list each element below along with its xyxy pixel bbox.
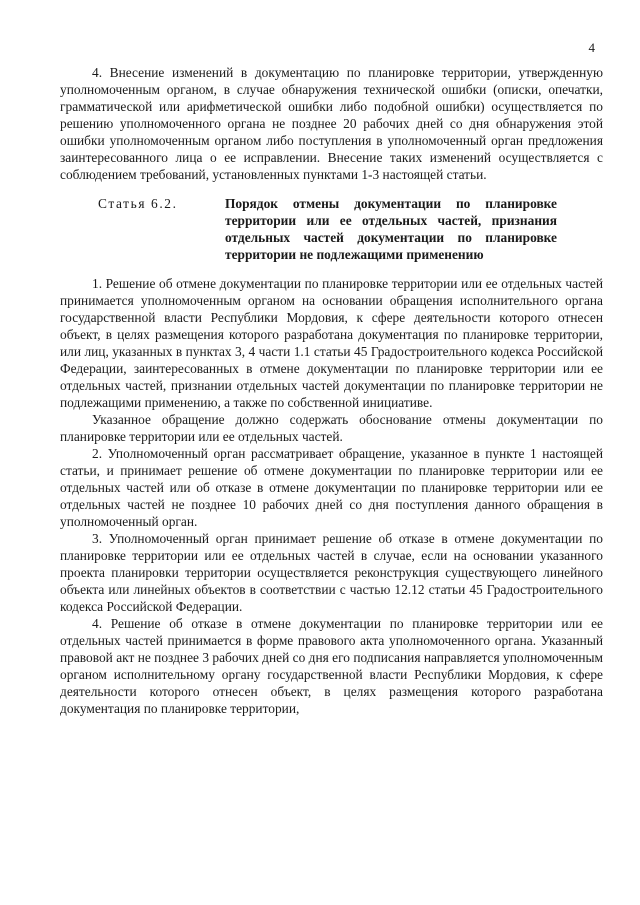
article-heading: [60, 195, 603, 263]
article-title: Порядок отмены документации по планировке территории или ее отдельных частей, признания отдельных частей документации по планировке территории не подлежащими применению: [225, 196, 557, 262]
intro-paragraph: 4. Внесение изменений в документацию по планировке территории, утвержденную уполномоченным органом, в случае обнаружения технической ошибки (описки, опечатки, грамматической или арифметической ошибки либо подобной ошибки) осуществляется по решению уполномоченного органа не позднее 20 рабочих дней со дня обнаружения этой ошибки уполномоченным органом либо поступления в уполномоченный орган предложения заинтересованного лица о ее исправлении. Внесение таких изменений осуществляется с соблюдением требований, установленных пунктами 1-3 настоящей статьи.: [60, 65, 603, 182]
article-label: Статья 6.2.: [98, 196, 178, 211]
page-number: 4: [588, 40, 595, 55]
paragraph-1: 1. Решение об отмене документации по планировке территории или ее отдельных частей принимается уполномоченным органом на основании обращения исполнительного органа государственной власти Республики Мордовия, к сфере деятельности которого отнесен объект, в целях размещения которого разработана документация по планировке территории, или лиц, указанных в пунктах 3, 4 части 1.1 статьи 45 Градостроительного кодекса Российской Федерации, заинтересованных в отмене документации по планировке территории или ее отдельных частей, признании отдельных частей документации по планировке территории не подлежащими применению, а также по собственной инициативе.: [60, 276, 603, 410]
paragraph-4: 4. Решение об отказе в отмене документации по планировке территории или ее отдельных частей принимается в форме правового акта уполномоченного органа. Указанный правовой акт не позднее 3 рабочих дней со дня его подписания направляется уполномоченным органом исполнительному органу государственной власти Республики Мордовия, к сфере деятельности которого отнесен объект, в целях размещения которого разработана документация по планировке территории,: [60, 616, 603, 716]
paragraph-1-note: Указанное обращение должно содержать обоснование отмены документации по планировке территории или ее отдельных частей.: [60, 412, 603, 444]
document-body: [60, 64, 603, 717]
paragraph-3: 3. Уполномоченный орган принимает решение об отказе в отмене документации по планировке территории или ее отдельных частей в случае, если на основании указанного проекта планировки территории осуществляется реконструкция существующего линейного объекта или линейных объектов в соответствии с частью 12.12 статьи 45 Градостроительного кодекса Российской Федерации.: [60, 531, 603, 614]
paragraph-2: 2. Уполномоченный орган рассматривает обращение, указанное в пункте 1 настоящей статьи, и принимает решение об отмене документации по планировке территории или ее отдельных частей или об отказе в отмене документации по планировке территории или ее отдельных частей не позднее 10 рабочих дней со дня поступления данного обращения в уполномоченный орган.: [60, 446, 603, 529]
